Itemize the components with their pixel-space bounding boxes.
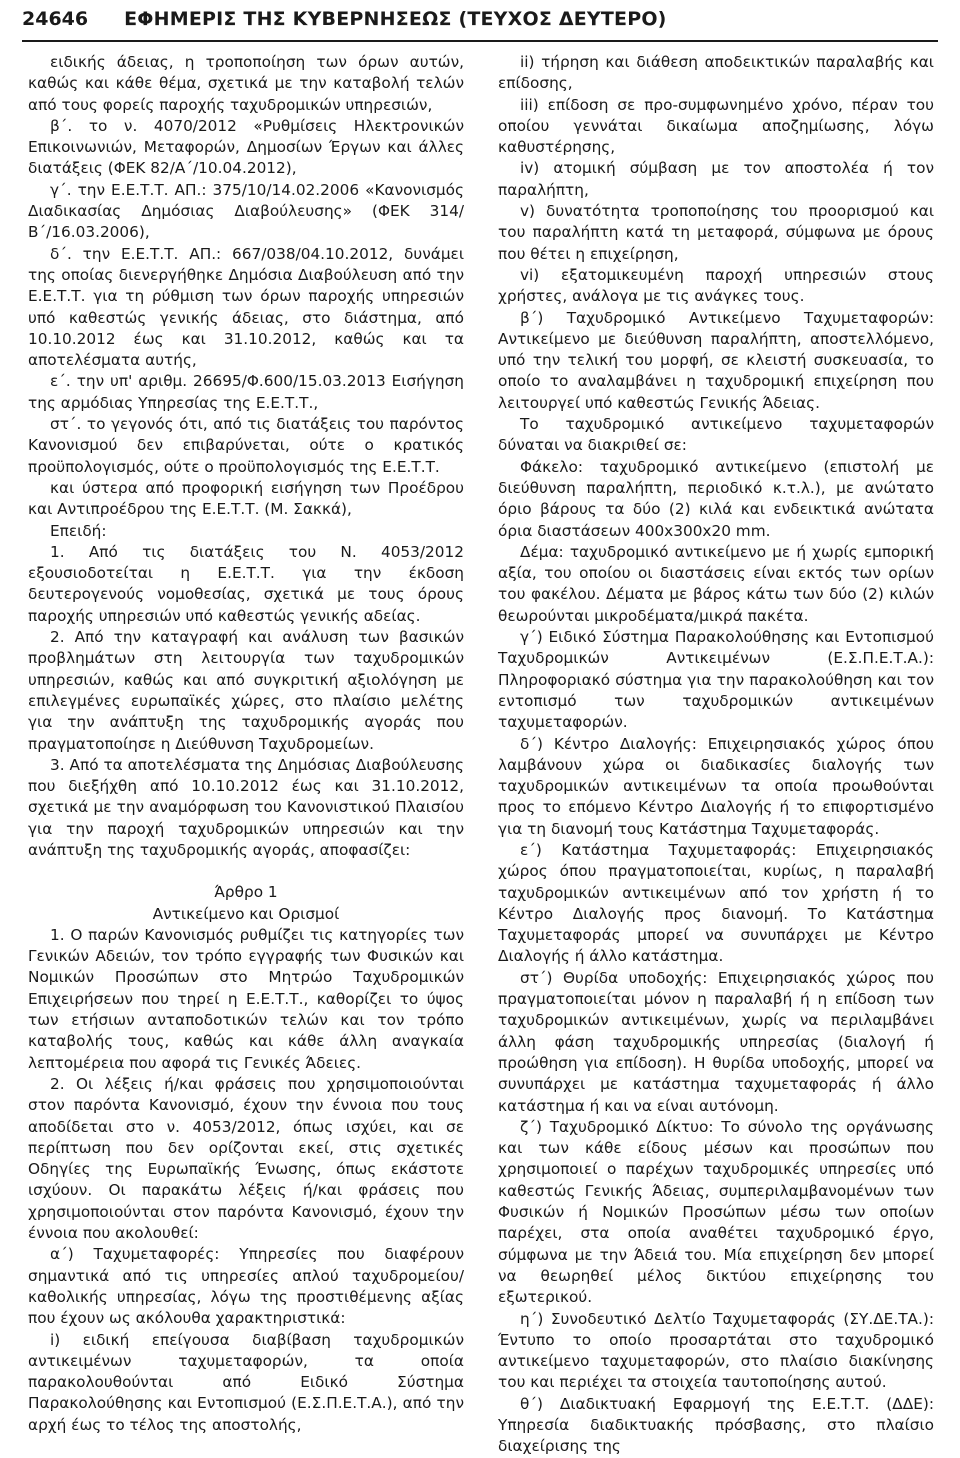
paragraph: β΄) Ταχυδρομικό Αντικείμενο Ταχυμεταφορών: Αντικείμενο με διεύθυνση παραλήπτη, αποστελλόμενο, υπό την τελική του μορφή, σε κλειστή συσκευασία, το οποίο το αναλαμβάνει η ταχυδρομική επιχείρηση που λειτουργεί υπό καθεστώς Γενικής Άδειας. [498, 308, 934, 412]
left-column [28, 52, 464, 1436]
paragraph: η΄) Συνοδευτικό Δελτίο Ταχυμεταφοράς (ΣΥ.ΔΕ.ΤΑ.): Έντυπο το οποίο προσαρτάται στο ταχυδρομικό αντικείμενο ταχυμεταφορών, στο πλαίσιο διακίνησης του και περιέχει τα στοιχεία ταυτοποίησης αυτού. [498, 1309, 934, 1392]
spacer [28, 861, 464, 882]
paragraph: i) ειδική επείγουσα διαβίβαση ταχυδρομικών αντικειμένων ταχυμεταφορών, τα οποία παρακολουθούνται από Ειδικό Σύστημα Παρακολούθησης και Εντοπισμού (Ε.Σ.Π.Ε.Τ.Α.), από την αρχή έως το τέλος της αποστολής, [28, 1330, 464, 1434]
paragraph: 1. Ο παρών Κανονισμός ρυθμίζει τις κατηγορίες των Γενικών Αδειών, τον τρόπο εγγραφής των Φυσικών και Νομικών Προσώπων στο Μητρώο Ταχυδρομικών Επιχειρήσεων που τηρεί η Ε.Ε.Τ.Τ., καθορίζει το ύψος των ετήσιων ανταποδοτικών τελών και τον τρόπο καταβολής τους, καθώς και κάθε άλλη αναγκαία λεπτομέρεια που αφορά τις Γενικές Άδειες. [28, 925, 464, 1072]
journal-title: ΕΦΗΜΕΡΙΣ ΤΗΣ ΚΥΒΕΡΝΗΣΕΩΣ (ΤΕΥΧΟΣ ΔΕΥΤΕΡΟ) [124, 8, 667, 30]
page-number: 24646 [22, 8, 89, 30]
paragraph: γ΄) Ειδικό Σύστημα Παρακολούθησης και Εντοπισμού Ταχυδρομικών Αντικειμένων (Ε.Σ.Π.Ε.Τ.Α.): Πληροφοριακό σύστημα για την παρακολούθηση και τον εντοπισμό των ταχυδρομικών αντικειμένων ταχυμεταφορών. [498, 628, 934, 732]
paragraph: δ΄. την Ε.Ε.Τ.Τ. ΑΠ.: 667/038/04.10.2012, δυνάμει της οποίας διενεργήθηκε Δημόσια Διαβούλευση από την Ε.Ε.Τ.Τ. για τη ρύθμιση των όρων παροχής υπηρεσιών υπό καθεστώς γενικής άδειας, στο διάστημα, από 10.10.2012 έως και 31.10.2012, καθώς και τα αποτελέσματα αυτής, [28, 244, 464, 370]
paragraph: θ΄) Διαδικτυακή Εφαρμογή της Ε.Ε.Τ.Τ. (ΔΔΕ): Υπηρεσία διαδικτυακής πρόσβασης, στο πλαίσιο διαχείρισης της [498, 1394, 934, 1456]
paragraph: ειδικής άδειας, η τροποποίηση των όρων αυτών, καθώς και κάθε θέμα, σχετικά με την καταβολή τελών από τους φορείς παροχής ταχυδρομικών υπηρεσιών, [28, 53, 464, 114]
paragraph: 1. Από τις διατάξεις του Ν. 4053/2012 εξουσιοδοτείται η Ε.Ε.Τ.Τ. για την έκδοση δευτερογενούς νομοθεσίας, σχετικά με τους όρους παροχής υπηρεσιών υπό καθεστώς γενικής αδείας. [28, 542, 464, 625]
paragraph: 3. Από τα αποτελέσματα της Δημόσιας Διαβούλευσης που διεξήχθη από 10.10.2012 έως και 31.10.2012, σχετικά με την αναμόρφωση του Κανονιστικού Πλαισίου για την παροχή ταχυδρομικών υπηρεσιών και την ανάπτυξη της ταχυδρομικής αγοράς, αποφασίζει: [28, 755, 464, 859]
paragraph: ζ΄) Ταχυδρομικό Δίκτυο: Το σύνολο της οργάνωσης και των κάθε είδους μέσων και προσώπων που χρησιμοποιεί ο παρέχων ταχυδρομικές υπηρεσίες υπό καθεστώς Γενικής Άδειας, συμπεριλαμβανομένων των Φυσικών ή Νομικών Προσώπων μέσω των οποίων παρέχει, στα οποία αναθέτει ταχυδρομικό έργο, σύμφωνα με την Άδειά του. Μία επιχείρηση δεν μπορεί να θεωρηθεί μέλος δικτύου επιχείρησης του εξωτερικού. [498, 1117, 934, 1307]
paragraph: Φάκελο: ταχυδρομικό αντικείμενο (επιστολή με διεύθυνση παραλήπτη, περιοδικό κ.τ.λ.), με ανώτατο όριο βάρους τα δύο (2) κιλά και ενδεικτικά ανώτατα όρια διαστάσεων 400x300x20 mm. [498, 457, 934, 540]
paragraph: και ύστερα από προφορική εισήγηση των Προέδρου και Αντιπροέδρου της Ε.Ε.Τ.Τ. (Μ. Σακκά), [28, 478, 464, 519]
right-column [498, 52, 934, 1458]
paragraph: στ΄) Θυρίδα υποδοχής: Επιχειρησιακός χώρος που πραγματοποιείται μόνον η παραλαβή ή η επίδοση των ταχυδρομικών αντικειμένων, χωρίς να περιλαμβάνει άλλη φάση ταχυδρομικής υπηρεσίας (διαλογή ή προώθηση για επίδοση). Η θυρίδα υποδοχής, μπορεί να συνυπάρχει με κατάστημα ταχυμεταφοράς ή άλλο κατάστημα ή και να είναι αυτόνομη. [498, 968, 934, 1115]
paragraph: ii) τήρηση και διάθεση αποδεικτικών παραλαβής και επίδοσης, [498, 53, 934, 93]
paragraph: 2. Οι λέξεις ή/και φράσεις που χρησιμοποιούνται στον παρόντα Κανονισμό, έχουν την έννοια που τους αποδίδεται στο ν. 4053/2012, όπως ισχύει, και σε περίπτωση που δεν ορίζονται εκεί, στις σχετικές Οδηγίες της Ευρωπαϊκής Ένωσης, όπως εκάστοτε ισχύουν. Οι παρακάτω λέξεις ή/και φράσεις που χρησιμοποιούνται στον παρόντα Κανονισμό, έχουν την έννοια που ακολουθεί: [28, 1074, 464, 1243]
paragraph: v) δυνατότητα τροποποίησης του προορισμού και του παραλήπτη κατά τη μεταφορά, σύμφωνα με όρους που θέτει η επιχείρηση, [498, 202, 934, 263]
paragraph: Δέμα: ταχυδρομικό αντικείμενο με ή χωρίς εμπορική αξία, του οποίου οι διαστάσεις είναι εκτός των ορίων του φακέλου. Δέματα με βάρος κάτω των δύο (2) κιλών θεωρούνται μικροδέματα/μικρά πακέτα. [498, 542, 934, 625]
paragraph: δ΄) Κέντρο Διαλογής: Επιχειρησιακός χώρος όπου λαμβάνουν χώρα οι διαδικασίες διαλογής των ταχυδρομικών αντικειμένων τα οποία προωθούνται προς το επόμενο Κέντρο Διαλογής ή το επιφορτισμένο για τη διανομή τους Κατάστημα Ταχυμεταφοράς. [498, 734, 934, 838]
article-title: Αντικείμενο και Ορισμοί [152, 904, 340, 923]
paragraph: iv) ατομική σύμβαση με τον αποστολέα ή τον παραλήπτη, [498, 159, 934, 199]
header-rule [22, 40, 938, 42]
paragraph: β΄. το ν. 4070/2012 «Ρυθμίσεις Ηλεκτρονικών Επικοινωνιών, Μεταφορών, Δημοσίων Έργων και άλλες διατάξεις (ΦΕΚ 82/Α΄/10.04.2012), [28, 116, 464, 178]
paragraph: Επειδή: [50, 521, 107, 540]
paragraph: Το ταχυδρομικό αντικείμενο ταχυμεταφορών δύναται να διακριθεί σε: [498, 415, 934, 455]
paragraph: γ΄. την Ε.Ε.Τ.Τ. ΑΠ.: 375/10/14.02.2006 «Κανονισμός Διαδικασίας Δημόσιας Διαβούλευσης» (ΦΕΚ 314/Β΄/16.03.2006), [28, 180, 464, 242]
paragraph: α΄) Ταχυμεταφορές: Υπηρεσίες που διαφέρουν σημαντικά από τις υπηρεσίες απλού ταχυδρομείου/καθολικής υπηρεσίας, λόγω της προστιθέμενης αξίας που έχουν ως ακόλουθα χαρακτηριστικά: [28, 1245, 464, 1328]
paragraph: 2. Από την καταγραφή και ανάλυση των βασικών προβλημάτων στη λειτουργία των ταχυδρομικών υπηρεσιών, καθώς και από συγκριτική αξιολόγηση με επιλεγμένες ευρωπαϊκές χώρες, στο πλαίσιο μελέτης για την ανάπτυξη της ταχυδρομικής αγοράς που πραγματοποίησε η Διεύθυνση Ταχυδρομείων. [28, 628, 464, 753]
paragraph: ε΄. την υπ' αριθμ. 26695/Φ.600/15.03.2013 Εισήγηση της αρμόδιας Υπηρεσίας της Ε.Ε.Τ.Τ., [28, 372, 464, 412]
article-number: Άρθρο 1 [214, 883, 278, 902]
paragraph: στ΄. το γεγονός ότι, από τις διατάξεις του παρόντος Κανονισμού δεν επιβαρύνεται, ούτε ο κρατικός προϋπολογισμός, ούτε ο προϋπολογισμός της Ε.Ε.Τ.Τ. [28, 415, 464, 476]
paragraph: vi) εξατομικευμένη παροχή υπηρεσιών στους χρήστες, ανάλογα με τις ανάγκες τους. [498, 265, 934, 306]
paragraph: iii) επίδοση σε προ-συμφωνημένο χρόνο, πέραν του οποίου γεννάται δικαίωμα αποζημίωσης, λόγω καθυστέρησης, [498, 95, 934, 157]
paragraph: ε΄) Κατάστημα Ταχυμεταφοράς: Επιχειρησιακός χώρος όπου πραγματοποιείται, κυρίως, η παραλαβή ταχυδρομικών αντικειμένων από τον χρήστη ή το Κέντρο Διαλογής προς διανομή. Το Κατάστημα Ταχυμεταφοράς μπορεί να συνυπάρχει με Κέντρο Διαλογής ή άλλο κατάστημα. [498, 840, 934, 966]
page-header [22, 0, 938, 38]
